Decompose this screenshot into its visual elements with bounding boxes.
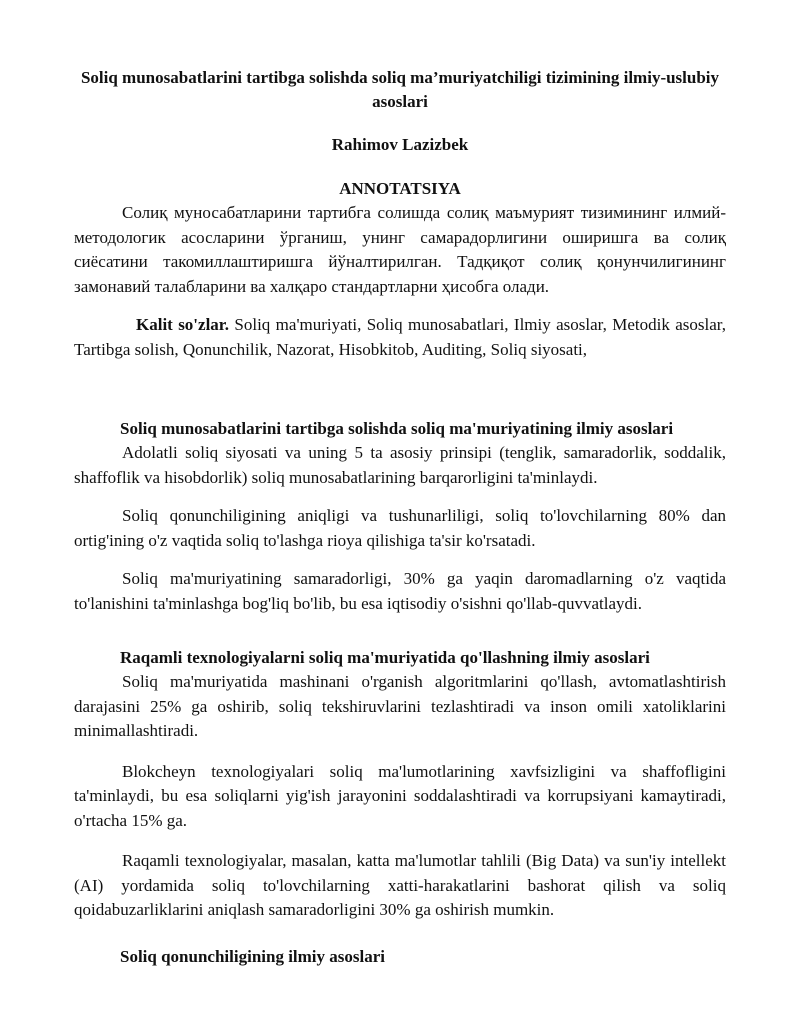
keywords-label: Kalit so'zlar.	[136, 315, 230, 334]
author-name: Rahimov Lazizbek	[331, 135, 469, 154]
section-2-paragraph-2: Blokcheyn texnologiyalari soliq ma'lumotlarining xavfsizligini va shaffofligini ta'minlaydi, bu esa soliqlarni yig'ish jarayonini soddalashtiradi va korrupsiyani kamaytiradi, o'rtacha 15% ga.	[74, 761, 726, 830]
document-title: Soliq munosabatlarini tartibga solishda soliq ma’muriyatchiligi tizimining ilmiy-uslubiy asoslari	[80, 68, 720, 111]
keywords-paragraph	[74, 313, 726, 362]
annotation-text: Солиқ муносабатларини тартибга солишда солиқ маъмурият тизимининг илмий-методологик асосларини ўрганиш, унинг самарадорлигини оширишга ва солиқ сиёсатини такомиллаштиришга йўналтирилган. Тадқиқот солиқ қонунчилигининг замонавий талабларини ва халқаро стандартларни ҳисобга олади.	[74, 203, 726, 296]
annotation-heading: ANNOTATSIYA	[339, 179, 461, 198]
section-heading-3: Soliq qonunchiligining ilmiy asoslari	[120, 946, 386, 966]
keywords-text: Soliq ma'muriyati, Soliq munosabatlari, Ilmiy asoslar, Metodik asoslar, Tartibga solish, Qonunchilik, Nazorat, Hisobkitob, Auditing, Soliq siyosati,	[74, 315, 726, 359]
section-2-paragraph-1: Soliq ma'muriyatida mashinani o'rganish algoritmlarini qo'llash, avtomatlashtirish darajasini 25% ga oshirib, soliq tekshiruvlarini tezlashtiradi va inson omili xatoliklarini minimallashtiradi.	[74, 672, 726, 740]
document-page	[74, 66, 726, 969]
section-2-paragraph-3: Raqamli texnologiyalar, masalan, katta ma'lumotlar tahlili (Big Data) va sun'iy intellekt (AI) yordamida soliq to'lovchilarning xatti-harakatlarini bashorat qilish va soliq qoidabuzarliklarini aniqlash samaradorligini 30% ga oshirish mumkin.	[74, 851, 726, 919]
section-1-paragraph-3: Soliq ma'muriyatining samaradorligi, 30% ga yaqin daromadlarning o'z vaqtida to'lanishini ta'minlashga bog'liq bo'lib, bu esa iqtisodiy o'sishni qo'llab-quvvatlaydi.	[74, 569, 726, 613]
section-1-paragraph-2: Soliq qonunchiligining aniqligi va tushunarliligi, soliq to'lovchilarning 80% dan ortig'ining o'z vaqtida soliq to'lashga rioya qilishiga ta'sir ko'rsatadi.	[74, 506, 726, 550]
section-heading-1: Soliq munosabatlarini tartibga solishda soliq ma'muriyatining ilmiy asoslari	[120, 419, 674, 438]
section-heading-2: Raqamli texnologiyalarni soliq ma'muriyatida qo'llashning ilmiy asoslari	[120, 648, 650, 667]
section-1-paragraph-1: Adolatli soliq siyosati va uning 5 ta asosiy prinsipi (tenglik, samaradorlik, soddalik, shaffoflik va hisobdorlik) soliq munosabatlarining barqarorligini ta'minlaydi.	[74, 443, 726, 487]
